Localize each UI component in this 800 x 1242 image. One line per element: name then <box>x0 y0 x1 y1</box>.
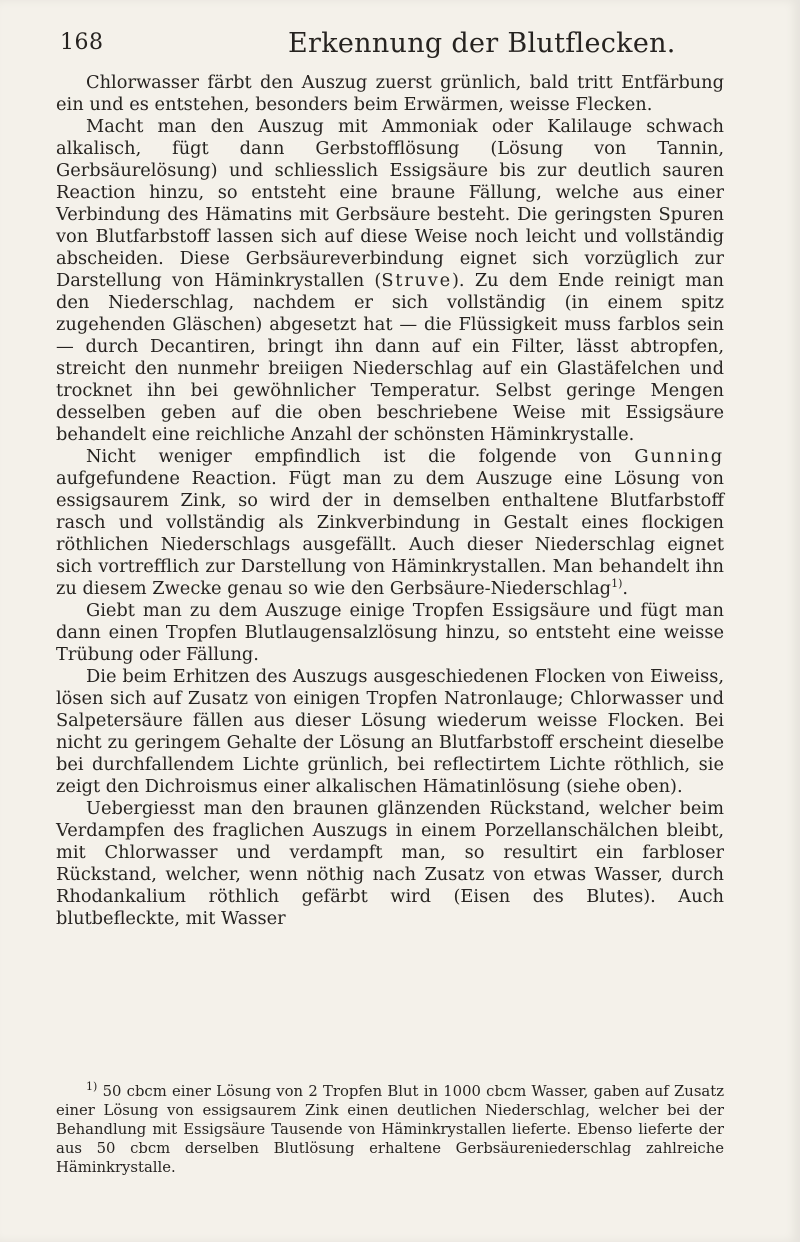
page-number: 168 <box>60 30 104 55</box>
footnote-text: 50 cbcm einer Lösung von 2 Tropfen Blut in 1000 cbcm Wasser, gaben auf Zusatz einer Lösung von essigsaurem Zink einen deutlichen Niederschlag, welcher bei der Behandlung mit Essigsäure Tausende von Häminkrystallen lieferte. Ebenso lieferte der aus 50 cbcm derselben Blutlösung erhaltene Gerbsäureniederschlag zahlreiche Häminkrystalle. <box>56 1083 724 1176</box>
footnote-marker: 1) <box>86 1080 98 1094</box>
paragraph-rueckstand: Uebergiesst man den braunen glänzenden Rückstand, welcher beim Verdampfen des fraglichen Auszugs in einem Porzellanschälchen bleibt, mit Chlorwasser und verdampft man, so resultirt ein farbloser Rückstand, welcher, wenn nöthig nach Zusatz von etwas Wasser, durch Rhodankalium röthlich gefärbt wird (Eisen des Blutes). Auch blutbefleckte, mit Wasser <box>56 798 724 929</box>
page-header <box>56 22 716 68</box>
body-text <box>56 72 724 930</box>
paragraph-gunning: Nicht weniger empfindlich ist die folgende von Gunning aufgefundene Reaction. Fügt man zu dem Auszuge eine Lösung von essigsaurem Zink, so wird der in demselben enthaltene Blutfarbstoff rasch und vollständig als Zinkverbindung in Gestalt eines flockigen röthlichen Niederschlags ausgefällt. Auch dieser Niederschlag eignet sich vortrefflich zur Darstellung von Häminkrystallen. Man behandelt ihn zu diesem Zwecke genau so wie den Gerbsäure-Niederschlag$^{1)}$. <box>56 446 724 599</box>
paragraph-chlorwasser: Chlorwasser färbt den Auszug zuerst grünlich, bald tritt Entfärbung ein und es entstehen, besonders beim Erwärmen, weisse Flecken. <box>56 72 724 115</box>
footnotes <box>56 1082 724 1177</box>
author-name-gunning: Gunning <box>634 446 724 467</box>
paragraph-blutlaugensalz: Giebt man zu dem Auszuge einige Tropfen Essigsäure und fügt man dann einen Tropfen Blutlaugensalzlösung hinzu, so entsteht eine weisse Trübung oder Fällung. <box>56 600 724 665</box>
footnote-1 <box>56 1082 724 1177</box>
author-name-struve: Struve <box>381 270 452 291</box>
paragraph-eiweiss: Die beim Erhitzen des Auszugs ausgeschiedenen Flocken von Eiweiss, lösen sich auf Zusatz von einigen Tropfen Natronlauge; Chlorwasser und Salpetersäure fällen aus dieser Lösung wiederum weisse Flocken. Bei nicht zu geringem Gehalte der Lösung an Blutfarbstoff erscheint dieselbe bei durchfallendem Lichte grünlich, bei reflectirtem Lichte röthlich, sie zeigt den Dichroismus einer alkalischen Hämatinlösung (siehe oben). <box>56 666 724 797</box>
paragraph-gerbstoff: Macht man den Auszug mit Ammoniak oder Kalilauge schwach alkalisch, fügt dann Gerbstofflösung (Lösung von Tannin, Gerbsäurelösung) und schliesslich Essigsäure bis zur deutlich sauren Reaction hinzu, so entsteht eine braune Fällung, welche aus einer Verbindung des Hämatins mit Gerbsäure besteht. Die geringsten Spuren von Blutfarbstoff lassen sich auf diese Weise noch leicht und vollständig abscheiden. Diese Gerbsäureverbindung eignet sich vorzüglich zur Darstellung von Häminkrystallen (Struve). Zu dem Ende reinigt man den Niederschlag, nachdem er sich vollständig (in einem spitz zugehenden Gläschen) abgesetzt hat — die Flüssigkeit muss farblos sein — durch Decantiren, bringt ihn dann auf ein Filter, lässt abtropfen, streicht den nunmehr breiigen Niederschlag auf ein Glastäfelchen und trocknet ihn bei gewöhnlicher Temperatur. Selbst geringe Mengen desselben geben auf die oben beschriebene Weise mit Essigsäure behandelt eine reichliche Anzahl der schönsten Häminkrystalle. <box>56 116 724 445</box>
running-title: Erkennung der Blutflecken. <box>288 28 676 59</box>
footnote-reference[interactable]: 1) <box>611 577 623 591</box>
